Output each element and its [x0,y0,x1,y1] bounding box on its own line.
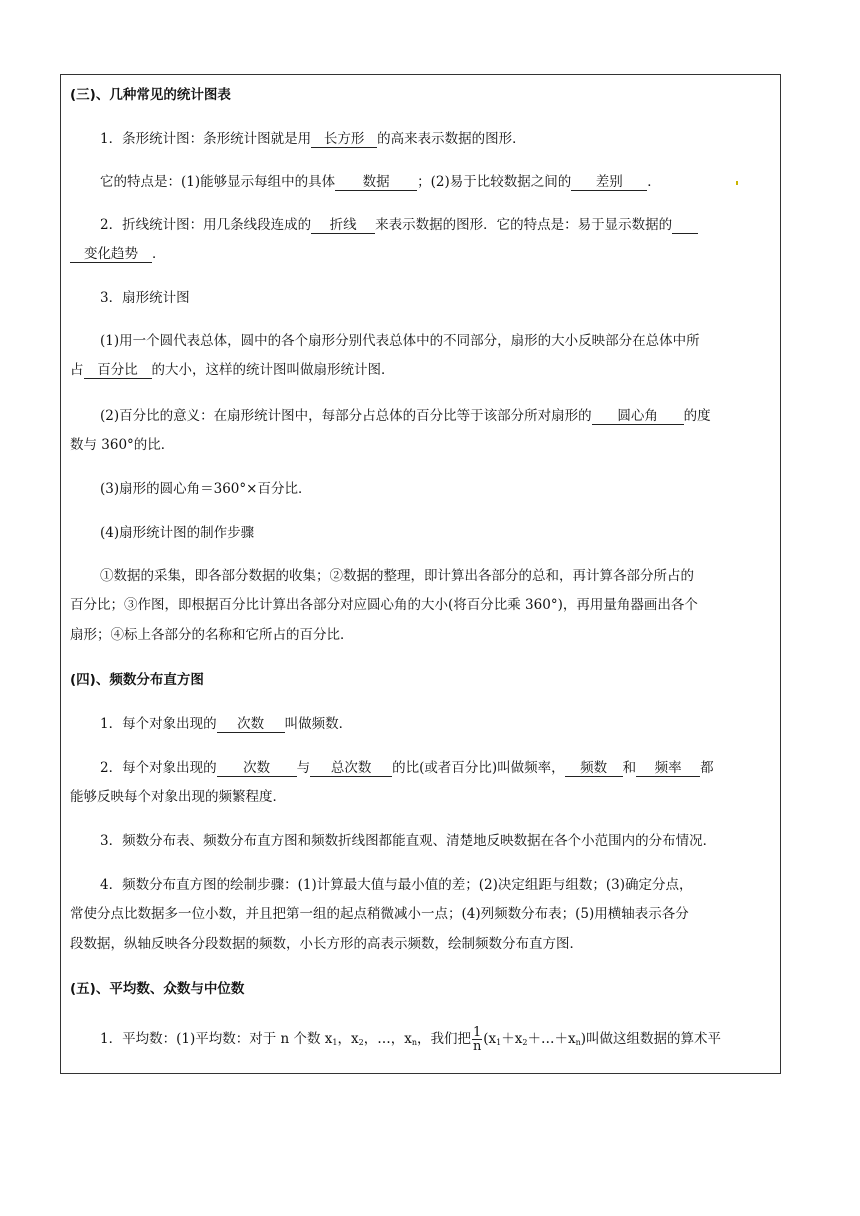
blank-answer: 长方形 [311,131,377,148]
blank-answer: 次数 [217,716,285,733]
line-chart-line-1: 2．折线统计图：用几条线段连成的 折线 来表示数据的图形．它的特点是：易于显示数据的 [100,216,698,234]
pie-para-1-line-1: (1)用一个圆代表总体，圆中的各个扇形分别代表总体中的不同部分，扇形的大小反映部分在总体中所 [100,333,700,349]
line-chart-line-2: 变化趋势 ． [70,245,166,263]
pie-para-3: (3)扇形的圆心角＝360°×百分比． [100,481,312,497]
blank-answer: 次数 [217,760,297,777]
frequency-item-2-line-2: 能够反映每个对象出现的频繁程度． [70,789,286,805]
blank-answer: 频数 [565,760,623,777]
blank-answer: 数据 [335,174,417,191]
frequency-item-1: 1．每个对象出现的 次数 叫做频数． [100,716,353,732]
mean-item-1: 1．平均数：(1)平均数：对于 n 个数 $x_1$，$x_2$，…，$x_n$，我们把 $\frac{1}{n}$ $(x_1+x_2+\dots+x_n)$叫做这组数据的算术平 [100,1025,722,1054]
blank-answer: 差别 [571,174,647,191]
blank-answer: 圆心角 [592,408,684,425]
pie-para-5-line-1: ①数据的采集，即各部分数据的收集；②数据的整理，即计算出各部分的总和，再计算各部分所占的 [100,568,694,584]
pie-chart-title: 3．扇形统计图 [100,290,190,306]
frequency-item-4-line-1: 4．频数分布直方图的绘制步骤：(1)计算最大值与最小值的差；(2)决定组距与组数；(3)确定分点， [100,877,693,893]
pie-para-5-line-2: 百分比；③作图，即根据百分比计算出各部分对应圆心角的大小(将百分比乘 360°)，再用量角器画出各个 [70,597,698,613]
bar-chart-line-1: 1．条形统计图：条形统计图就是用 长方形 的高来表示数据的图形． [100,131,526,147]
bar-chart-line-2: 它的特点是：(1)能够显示每组中的具体 数据 ；(2)易于比较数据之间的 差别 ． [100,174,661,190]
blank-answer: 频率 [636,760,700,777]
blank-answer: 总次数 [310,760,392,777]
section-title-5: (五)、平均数、众数与中位数 [70,981,245,997]
blank-answer: 变化趋势 [70,246,152,263]
pie-para-2-line-2: 数与 360°的比． [70,437,175,453]
frequency-item-4-line-3: 段数据，纵轴反映各分段数据的频数，小长方形的高表示频数，绘制频数分布直方图． [70,936,583,952]
pie-para-5-line-3: 扇形；④标上各部分的名称和它所占的百分比． [70,627,354,643]
frequency-item-3: 3．频数分布表、频数分布直方图和频数折线图都能直观、清楚地反映数据在各个小范围内的分布情况． [100,833,717,849]
blank-answer: 折线 [311,217,375,234]
section-title-3: (三)、几种常见的统计图表 [70,87,231,103]
pie-para-1-line-2: 占 百分比 的大小，这样的统计图叫做扇形统计图． [70,362,395,378]
blank-underline [672,217,698,234]
pie-para-4: (4)扇形统计图的制作步骤 [100,525,255,541]
frequency-item-2-line-1: 2．每个对象出现的 次数 与 总次数 的比(或者百分比)叫做频率， 频数 和 频率 都 [100,760,714,776]
blank-answer: 百分比 [84,362,152,379]
section-title-4: (四)、频数分布直方图 [70,672,204,688]
fraction-one-over-n: $\frac{1}{n}$ [472,1025,482,1054]
pie-para-2-line-1: (2)百分比的意义：在扇形统计图中，每部分占总体的百分比等于该部分所对扇形的 圆心角 的度 [100,408,711,424]
stray-mark [736,181,738,185]
frequency-item-4-line-2: 常使分点比数据多一位小数，并且把第一组的起点稍微减小一点；(4)列频数分布表；(5)用横轴表示各分 [70,906,689,922]
